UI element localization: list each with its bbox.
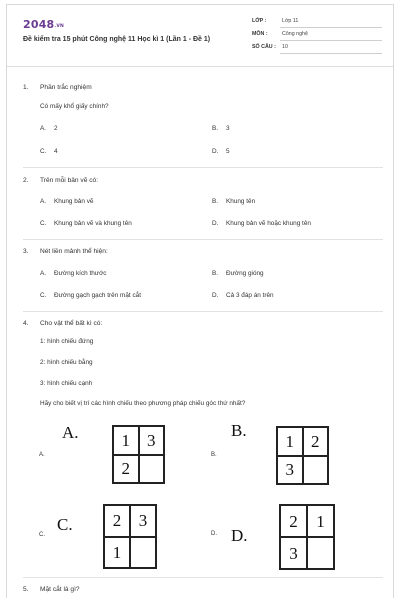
meta-question-count <box>252 42 382 55</box>
q4-line-2: 2: hình chiếu bằng <box>40 359 93 366</box>
grid-cell: 2 <box>303 427 329 456</box>
grid-cell: 3 <box>139 426 165 455</box>
option-text: 2 <box>54 125 58 132</box>
exam-page <box>6 4 394 598</box>
logo-suffix: .VN <box>54 24 64 29</box>
option-text: Đường kích thước <box>54 270 107 277</box>
q1-option-a[interactable] <box>40 125 58 132</box>
option-text: 4 <box>54 148 58 155</box>
option-key: A. <box>39 452 45 458</box>
option-key: A. <box>40 125 47 132</box>
question-divider <box>23 311 383 312</box>
exam-title: Đề kiểm tra 15 phút Công nghệ 11 Học kì 1 (Lần 1 - Đề 1) <box>23 36 211 43</box>
meta-class <box>252 16 382 29</box>
q1-option-b[interactable] <box>212 125 230 132</box>
q4-option-a[interactable] <box>37 423 197 493</box>
option-key: C. <box>39 532 45 538</box>
option-key: C. <box>40 220 47 227</box>
grid-cell: 1 <box>104 537 130 569</box>
question-number: 2. <box>23 177 29 184</box>
q4-option-b[interactable] <box>209 423 369 493</box>
q1-option-c[interactable] <box>40 148 58 155</box>
question-divider <box>23 577 383 578</box>
q4-option-c[interactable] <box>37 504 197 574</box>
option-text: Đường gạch gạch trên mặt cắt <box>54 292 141 299</box>
option-text: Khung bản vẽ và khung tên <box>54 220 132 227</box>
q2-option-a[interactable] <box>40 198 93 205</box>
grid-cell <box>130 537 156 569</box>
projection-grid <box>103 504 157 569</box>
q4-line-1: 1: hình chiếu đứng <box>40 338 94 345</box>
meta-underline <box>280 40 382 41</box>
option-text: Cả 3 đáp án trên <box>226 292 274 299</box>
option-text: Đường gióng <box>226 270 264 277</box>
projection-grid <box>279 504 335 570</box>
site-logo[interactable] <box>23 18 64 31</box>
meta-label: SỐ CÂU : <box>252 44 276 50</box>
figure-letter: B. <box>231 421 247 440</box>
grid-cell: 1 <box>307 505 334 537</box>
option-key: B. <box>212 125 219 132</box>
meta-underline <box>280 53 382 54</box>
option-key: B. <box>212 270 219 277</box>
grid-cell: 2 <box>104 505 130 537</box>
q3-option-a[interactable] <box>40 270 106 277</box>
q3-option-b[interactable] <box>212 270 264 277</box>
q1-option-d[interactable] <box>212 148 230 155</box>
meta-underline <box>280 27 382 28</box>
figure-letter: C. <box>57 515 73 534</box>
option-text: Khung bản vẽ hoặc khung tên <box>226 220 311 227</box>
question-4-prompt: Hãy cho biết vị trí các hình chiếu theo phương pháp chiếu góc thứ nhất? <box>40 400 246 407</box>
question-title: Nét liền mảnh thể hiện: <box>40 248 108 255</box>
option-text: 3 <box>226 125 230 132</box>
option-key: C. <box>40 148 47 155</box>
meta-subject <box>252 29 382 42</box>
meta-label: LỚP : <box>252 18 267 24</box>
question-title: Cho vật thể bất kì có: <box>40 320 103 327</box>
figure-letter: D. <box>231 526 248 545</box>
meta-value: 10 <box>282 44 288 50</box>
question-number: 3. <box>23 248 29 255</box>
option-key: C. <box>40 292 47 299</box>
q4-line-3: 3: hình chiếu cạnh <box>40 380 93 387</box>
option-key: A. <box>40 270 47 277</box>
option-text: Khung tên <box>226 198 256 205</box>
option-text: 5 <box>226 148 230 155</box>
q2-option-b[interactable] <box>212 198 255 205</box>
q4-option-d[interactable] <box>209 504 369 574</box>
grid-cell: 1 <box>113 426 139 455</box>
question-divider <box>23 239 383 240</box>
q2-option-d[interactable] <box>212 220 311 227</box>
q3-option-c[interactable] <box>40 292 141 299</box>
grid-cell: 3 <box>130 505 156 537</box>
q2-option-c[interactable] <box>40 220 132 227</box>
grid-cell <box>303 456 329 485</box>
grid-cell <box>307 537 334 569</box>
meta-value: Lớp 11 <box>282 18 299 24</box>
meta-label: MÔN : <box>252 31 268 37</box>
question-1-prompt: Có mấy khổ giấy chính? <box>40 103 109 110</box>
option-key: D. <box>211 531 217 537</box>
grid-cell: 1 <box>277 427 303 456</box>
logo-text: 2048 <box>23 18 55 31</box>
option-key: B. <box>212 198 219 205</box>
question-title: Mặt cắt là gì? <box>40 586 80 593</box>
grid-cell: 2 <box>280 505 307 537</box>
option-key: B. <box>211 452 217 458</box>
option-key: D. <box>212 292 219 299</box>
option-text: Khung bản vẽ <box>54 198 94 205</box>
question-number: 5. <box>23 586 29 593</box>
grid-cell: 3 <box>277 456 303 485</box>
figure-letter: A. <box>62 423 79 442</box>
option-key: A. <box>40 198 47 205</box>
option-key: D. <box>212 148 219 155</box>
question-number: 1. <box>23 84 29 91</box>
question-number: 4. <box>23 320 29 327</box>
question-title: Phần trắc nghiệm <box>40 84 92 91</box>
q3-option-d[interactable] <box>212 292 274 299</box>
meta-value: Công nghệ <box>282 31 308 37</box>
option-key: D. <box>212 220 219 227</box>
question-divider <box>23 167 383 168</box>
exam-header <box>7 5 393 67</box>
projection-grid <box>112 425 165 484</box>
projection-grid <box>276 426 329 485</box>
grid-cell: 2 <box>113 455 139 484</box>
question-title: Trên mỗi bản vẽ có: <box>40 177 99 184</box>
grid-cell <box>139 455 165 484</box>
grid-cell: 3 <box>280 537 307 569</box>
